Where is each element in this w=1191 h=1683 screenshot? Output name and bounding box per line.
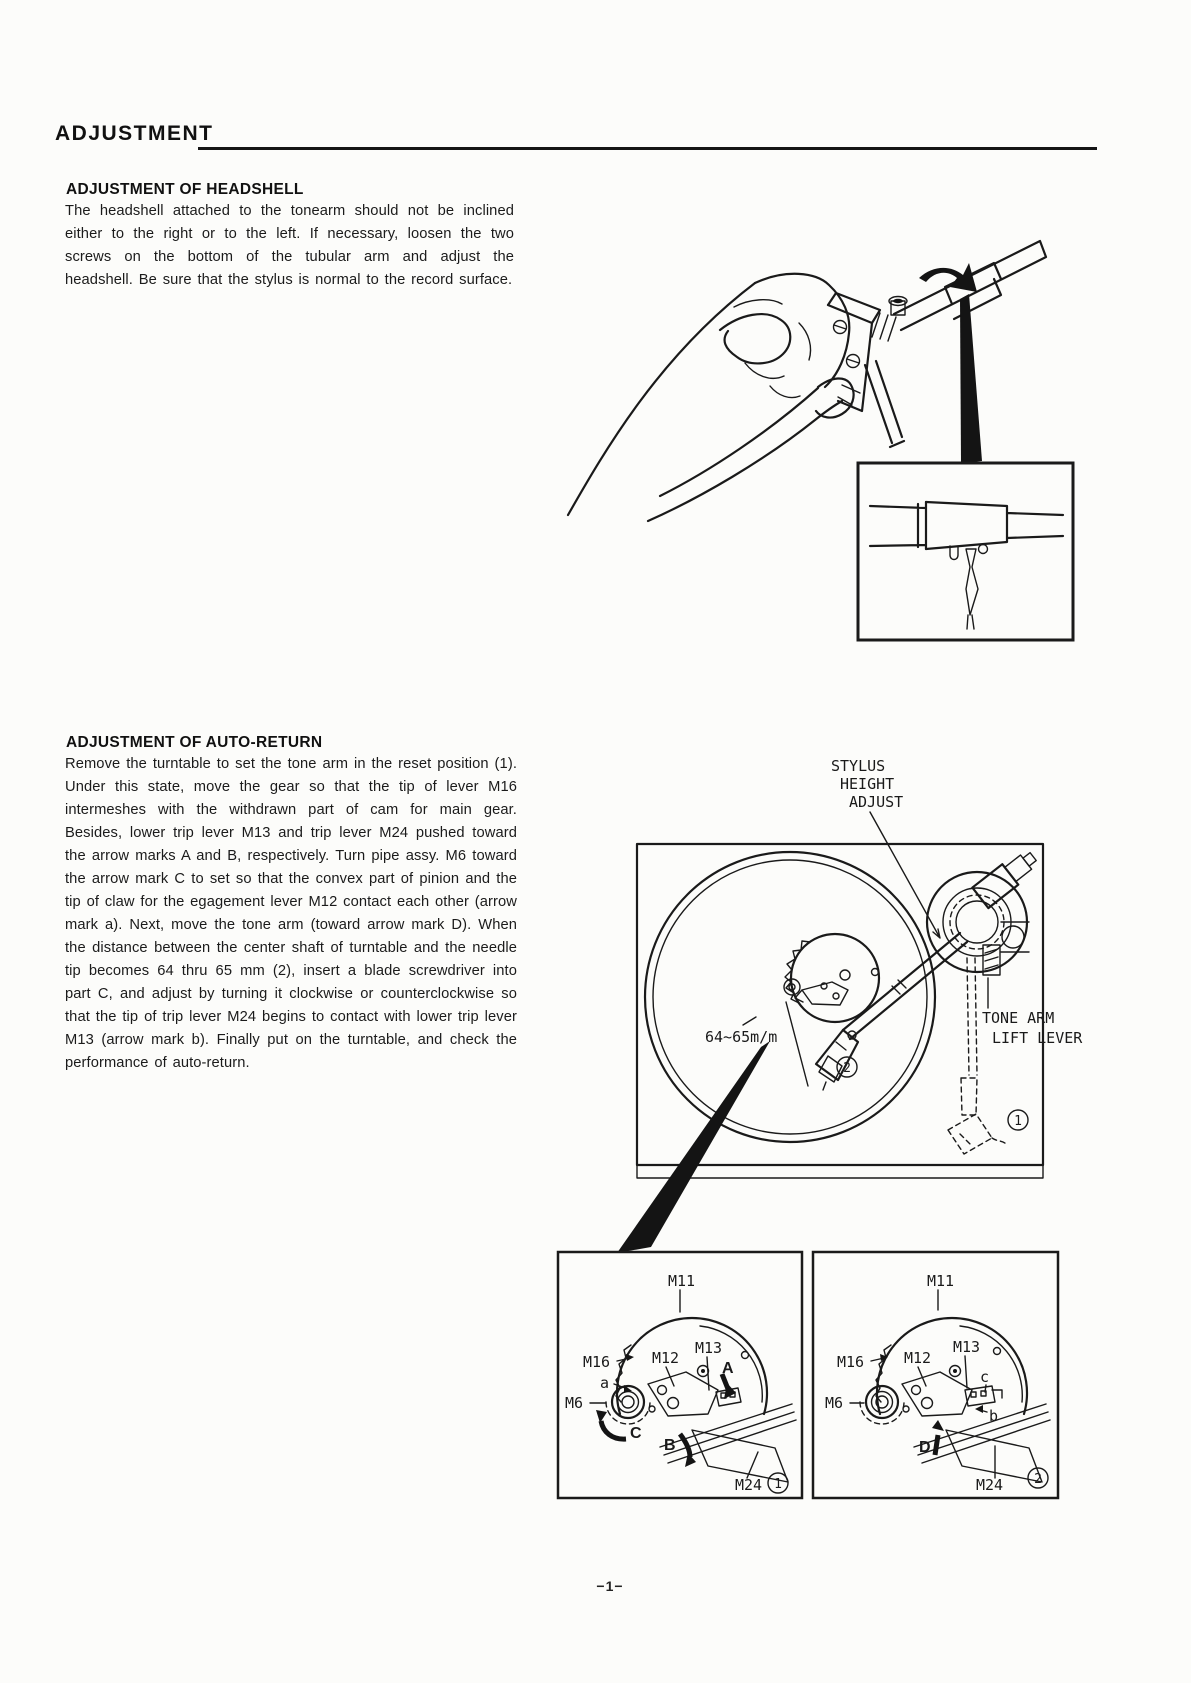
callout-wedge (960, 294, 982, 463)
stylus-height-label-1: STYLUS (831, 757, 886, 775)
headshell-part (828, 293, 904, 447)
tonearm-position-1-dashed (948, 958, 1006, 1154)
tone-arm-lift-label-2: LIFT LEVER (992, 1029, 1083, 1047)
header-rule (198, 147, 1097, 150)
right-mark-b-label: b (989, 1407, 999, 1425)
distance-label: 64~65m/m (705, 1028, 778, 1046)
svg-text:1: 1 (1014, 1114, 1022, 1129)
stylus-height-label-3: ADJUST (849, 793, 904, 811)
headshell-heading: ADJUSTMENT OF HEADSHELL (66, 181, 304, 198)
left-arrow-a-label: A (722, 1360, 734, 1377)
tonearm-pivot (927, 846, 1041, 972)
right-m11-label: M11 (927, 1272, 955, 1290)
cartridge-at-rest (972, 846, 1041, 908)
ref-2-badge (837, 1057, 857, 1077)
ref-1-badge (1008, 1110, 1028, 1130)
right-m6-label: M6 (825, 1394, 844, 1412)
svg-text:1: 1 (774, 1477, 782, 1492)
right-m24-label: M24 (976, 1476, 1004, 1494)
left-m24-label: M24 (735, 1476, 763, 1494)
turntable-diagram (617, 757, 1083, 1253)
left-m13-label: M13 (695, 1339, 723, 1357)
auto-return-heading: ADJUSTMENT OF AUTO-RETURN (66, 734, 323, 751)
right-arrow-d-label: D (919, 1439, 931, 1456)
page-number: −1− (596, 1578, 624, 1594)
right-m16-label: M16 (837, 1353, 865, 1371)
left-m11-label: M11 (668, 1272, 696, 1290)
page-section-title: ADJUSTMENT (55, 122, 214, 145)
left-m12-label: M12 (652, 1349, 680, 1367)
auto-return-figure (540, 690, 1100, 1510)
left-m6-label: M6 (565, 1394, 584, 1412)
main-gear (784, 934, 879, 1022)
detail-box-move (813, 1252, 1058, 1498)
left-mark-a-label: a (600, 1374, 610, 1392)
svg-text:2: 2 (1034, 1472, 1042, 1487)
right-m13-label: M13 (953, 1338, 981, 1356)
auto-return-paragraph: Remove the turntable to set the tone arm in the reset position (1). Under this state, move the gear so that the tip of lever M16 intermeshes with the withdrawn part of cam for main gear. Besides, lower trip lever M13 and trip lever M24 pushed toward the arrow marks A and B, respectively. Turn pipe assy. M6 toward the arrow mark C to set so that the convex part of pinion and the tip of claw for the egagement lever M12 contact each other (arrow mark a). Next, move the tone arm (toward arrow mark D). When the distance between the center shaft of turntable and the needle tip becomes 64 thru 65 mm (2), insert a blade screwdriver into part C, and adjust by turning it clockwise or counterclockwise so that the tip of trip lever M24 begins to contact with lower trip lever M13 (arrow mark b). Finally put on the turntable, and check the performance of auto-return. (65, 756, 517, 1071)
left-arrow-c-label: C (630, 1425, 642, 1442)
left-arrow-b-label: B (664, 1437, 676, 1454)
right-m12-label: M12 (904, 1349, 932, 1367)
svg-text:2: 2 (843, 1061, 851, 1076)
right-mark-c-label: c (980, 1368, 990, 1386)
detail-box-reset (558, 1252, 802, 1498)
callout-wedge-detail (617, 1041, 770, 1253)
tone-arm-lift-label-1: TONE ARM (982, 1009, 1055, 1027)
hand-illustration (568, 274, 854, 521)
headshell-paragraph: The headshell attached to the tonearm should not be inclined either to the right or to the left. If necessary, loosen the two screws on the bottom of the tubular arm and adjust the headshell. Be sure that the stylus is normal to the record surface. (65, 203, 514, 288)
stylus-height-label-2: HEIGHT (840, 775, 895, 793)
stylus-inset-box (858, 463, 1073, 640)
left-m16-label: M16 (583, 1353, 611, 1371)
platter (645, 852, 935, 1142)
headshell-figure (520, 215, 1080, 655)
